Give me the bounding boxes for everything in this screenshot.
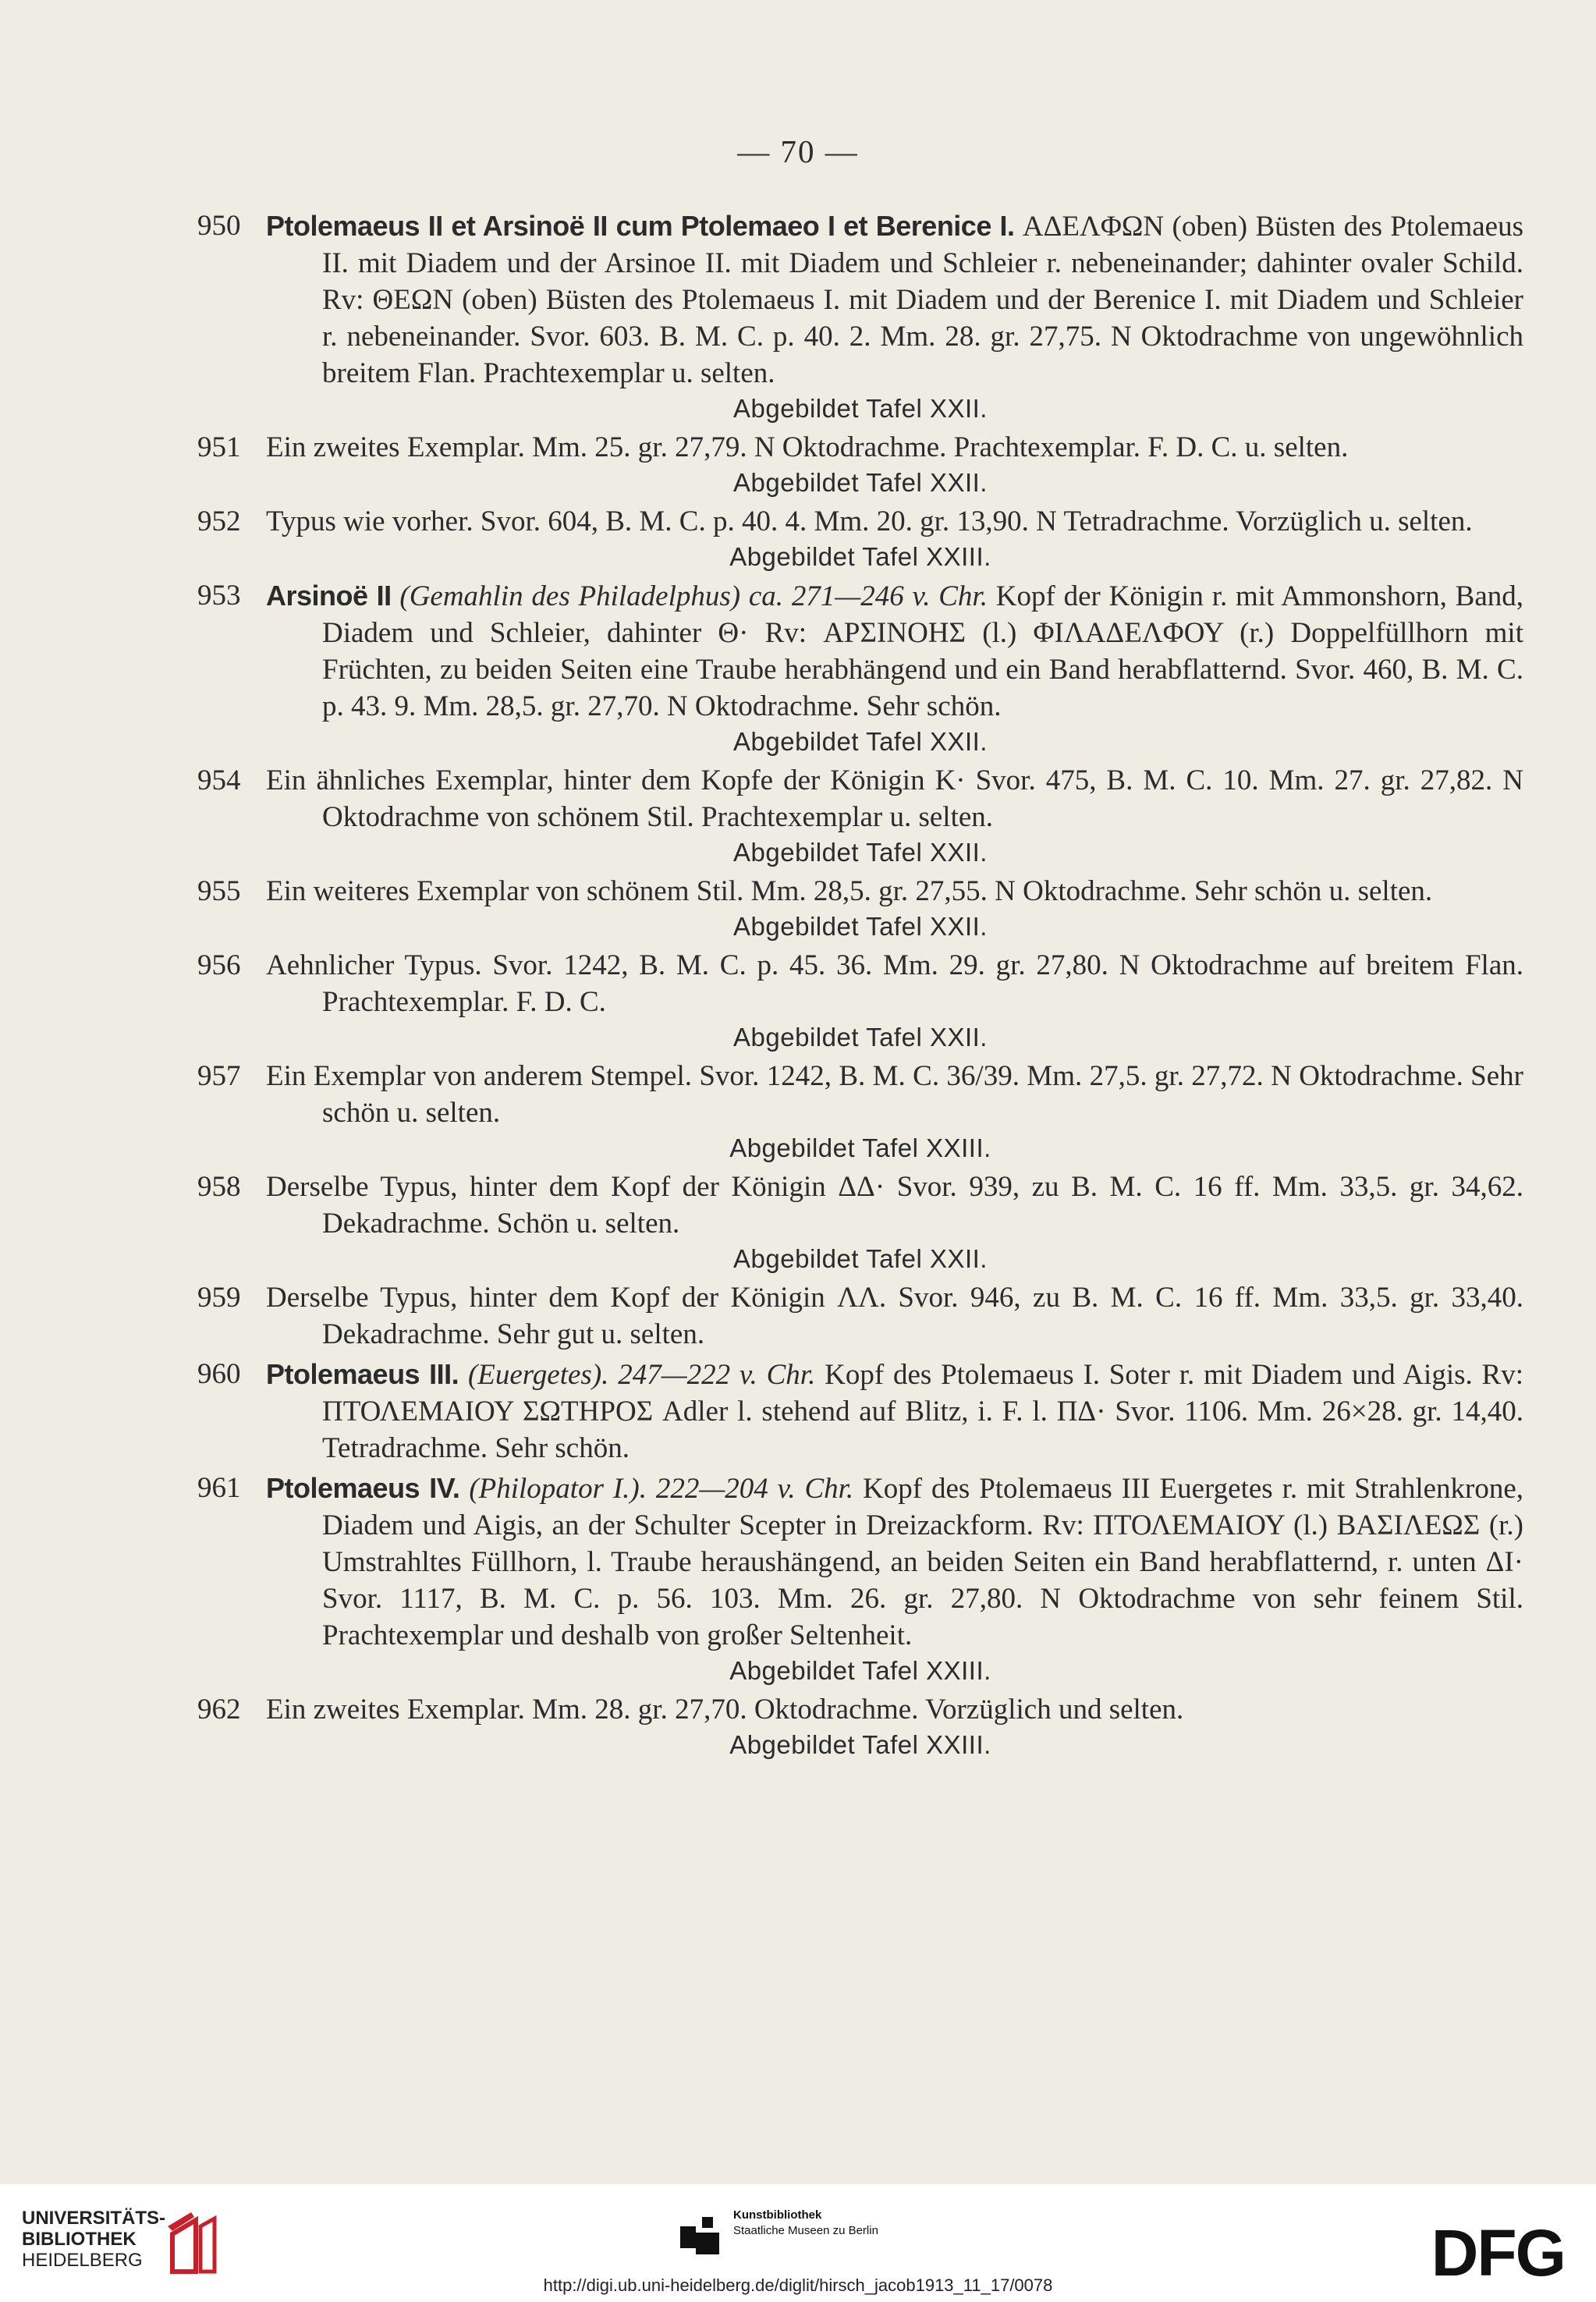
catalog-entry: [197, 207, 1523, 426]
entry-description: [266, 429, 1523, 466]
entry-text: Kopf des Ptolemaeus III Euergetes r. mit Strahlenkrone, Diadem und Aigis, an der Schulter Scepter in Dreizackform. Rv: ΠΤΟΛΕΜΑΙΟΥ (l.) ΒΑΣΙΛΕΩΣ (r.) Umstrahltes Füllhorn, l. Traube heraushängend, an beiden Seiten ein Band herabflatternd, r. unten ΔΙ· Svor. 1117, B. M. C. p. 56. 103. Mm. 26. gr. 27,80. N Oktodrachme von sehr feinem Stil. Prachtexemplar und deshalb von großer Seltenheit.: [322, 1473, 1524, 1651]
entry-subtitle: (Euergetes). 247—222 v. Chr.: [467, 1359, 816, 1391]
entry-description: [266, 207, 1523, 392]
entry-number: 957: [197, 1060, 241, 1092]
source-url[interactable]: http://digi.ub.uni-heidelberg.de/diglit/hirsch_jacob1913_11_17/0078: [543, 2275, 1053, 2295]
entry-text: Ein zweites Exemplar. Mm. 28. gr. 27,70. Oktodrachme. Vorzüglich und selten.: [266, 1694, 1184, 1726]
catalog-entry: [197, 503, 1523, 574]
staatliche-museen-label: Staatliche Museen zu Berlin: [733, 2224, 878, 2237]
catalog-entry: [197, 1470, 1523, 1688]
entry-subtitle: (Philopator I.). 222—204 v. Chr.: [469, 1473, 854, 1505]
catalog-entry: [197, 1058, 1523, 1165]
entry-number: 950: [197, 210, 241, 242]
plate-reference: Abgebildet Tafel XXII.: [733, 838, 988, 867]
entry-text: Ein ähnliches Exemplar, hinter dem Kopfe der Königin K· Svor. 475, B. M. C. 10. Mm. 27. gr. 27,82. N Oktodrachme von schönem Stil. Prachtexemplar u. selten.: [266, 764, 1523, 833]
entry-title: Arsinoë II: [266, 580, 392, 612]
entry-number: 959: [197, 1282, 241, 1314]
plate-reference: Abgebildet Tafel XXIII.: [729, 542, 991, 571]
plate-reference: Abgebildet Tafel XXIII.: [729, 1730, 991, 1759]
entry-text: Ein zweites Exemplar. Mm. 25. gr. 27,79. N Oktodrachme. Prachtexemplar. F. D. C. u. selten.: [266, 431, 1349, 463]
catalog-entry: [197, 1691, 1523, 1762]
entry-description: [266, 873, 1523, 910]
entry-description: [266, 947, 1523, 1020]
plate-reference: Abgebildet Tafel XXII.: [733, 912, 988, 941]
catalog-list: [197, 207, 1523, 1765]
entry-description: [266, 503, 1523, 540]
entry-description: [266, 1470, 1523, 1654]
catalog-entry: [197, 1356, 1523, 1467]
kunstbibliothek-label: Kunstbibliothek: [733, 2208, 822, 2222]
entry-text: Ein Exemplar von anderem Stempel. Svor. 1242, B. M. C. 36/39. Mm. 27,5. gr. 27,72. N Oktodrachme. Sehr schön u. selten.: [266, 1060, 1523, 1129]
entry-title: Ptolemaeus III.: [266, 1358, 459, 1390]
entry-title: Ptolemaeus IV.: [266, 1472, 460, 1504]
plate-reference: Abgebildet Tafel XXII.: [733, 394, 988, 423]
plate-reference: Abgebildet Tafel XXII.: [733, 1023, 988, 1052]
catalog-entry: [197, 947, 1523, 1055]
entry-number: 952: [197, 505, 241, 537]
catalog-entry: [197, 429, 1523, 500]
entry-title: Ptolemaeus II et Arsinoë II cum Ptolemaeo I et Berenice I.: [266, 210, 1015, 242]
ub-emblem-icon: [160, 2203, 222, 2281]
entry-description: [266, 762, 1523, 835]
ub-heidelberg-logo[interactable]: [22, 2208, 165, 2271]
kunstbibliothek-emblem-icon: [679, 2215, 722, 2259]
entry-number: 953: [197, 580, 241, 612]
entry-text: Derselbe Typus, hinter dem Kopf der Königin ΛΛ. Svor. 946, zu B. M. C. 16 ff. Mm. 33,5. gr. 33,40. Dekadrachme. Sehr gut u. selten.: [266, 1282, 1523, 1350]
plate-reference: Abgebildet Tafel XXIII.: [729, 1656, 991, 1685]
catalog-entry: [197, 1279, 1523, 1353]
entry-description: [266, 1169, 1523, 1242]
plate-reference: Abgebildet Tafel XXII.: [733, 468, 988, 497]
entry-text: Aehnlicher Typus. Svor. 1242, B. M. C. p. 45. 36. Mm. 29. gr. 27,80. N Oktodrachme auf breitem Flan. Prachtexemplar. F. D. C.: [266, 949, 1523, 1018]
ub-logo-line3: HEIDELBERG: [22, 2250, 143, 2271]
ub-logo-line1: UNIVERSITÄTS-: [22, 2208, 166, 2229]
entry-number: 951: [197, 431, 241, 463]
entry-text: Typus wie vorher. Svor. 604, B. M. C. p. 40. 4. Mm. 20. gr. 13,90. N Tetradrachme. Vorzüglich u. selten.: [266, 505, 1473, 537]
entry-description: [266, 577, 1523, 725]
entry-number: 955: [197, 875, 241, 907]
entry-text: Kopf der Königin r. mit Ammonshorn, Band, Diadem und Schleier, dahinter Θ· Rv: ΑΡΣΙΝΟΗΣ (l.) ΦΙΛΑΔΕΛΦΟΥ (r.) Doppelfüllhorn mit Früchten, zu beiden Seiten eine Traube herabhängend und ein Band herabflatternd. Svor. 460, B. M. C. p. 43. 9. Mm. 28,5. gr. 27,70. N Oktodrachme. Sehr schön.: [322, 580, 1524, 722]
entry-description: [266, 1279, 1523, 1353]
catalog-entry: [197, 762, 1523, 870]
entry-text: ΑΔΕΛΦΩΝ (oben) Büsten des Ptolemaeus II. mit Diadem und der Arsinoe II. mit Diadem und Schleier r. nebeneinander; dahinter ovaler Schild. Rv: ΘΕΩΝ (oben) Büsten des Ptolemaeus I. mit Diadem und der Berenice I. mit Diadem und Schleier r. nebeneinander. Svor. 603. B. M. C. p. 40. 2. Mm. 28. gr. 27,75. N Oktodrachme von ungewöhnlich breitem Flan. Prachtexemplar u. selten.: [322, 211, 1523, 389]
plate-reference: Abgebildet Tafel XXII.: [733, 1244, 988, 1273]
ub-logo-line2: BIBLIOTHEK: [22, 2229, 137, 2250]
entry-number: 962: [197, 1694, 241, 1726]
entry-number: 960: [197, 1358, 241, 1390]
footer-bar: [0, 2184, 1596, 2302]
entry-text: Kopf des Ptolemaeus I. Soter r. mit Diadem und Aigis. Rv: ΠΤΟΛΕΜΑΙΟΥ ΣΩΤΗΡΟΣ Adler l. stehend auf Blitz, i. F. l. ΠΔ· Svor. 1106. Mm. 26×28. gr. 14,40. Tetradrachme. Sehr schön.: [322, 1359, 1523, 1464]
catalog-entry: [197, 1169, 1523, 1276]
entry-text: Derselbe Typus, hinter dem Kopf der Königin ΔΔ· Svor. 939, zu B. M. C. 16 ff. Mm. 33,5. gr. 34,62. Dekadrachme. Schön u. selten.: [266, 1171, 1523, 1240]
entry-description: [266, 1356, 1523, 1467]
entry-number: 956: [197, 949, 241, 981]
entry-description: [266, 1691, 1523, 1728]
dfg-logo[interactable]: DFG: [1431, 2216, 1565, 2290]
entry-number: 961: [197, 1472, 241, 1504]
entry-number: 958: [197, 1171, 241, 1203]
catalog-entry: [197, 577, 1523, 759]
plate-reference: Abgebildet Tafel XXIII.: [729, 1133, 991, 1162]
entry-text: Ein weiteres Exemplar von schönem Stil. Mm. 28,5. gr. 27,55. N Oktodrachme. Sehr schön u. selten.: [266, 875, 1433, 907]
page-number: — 70 —: [737, 133, 859, 169]
entry-number: 954: [197, 764, 241, 796]
catalog-entry: [197, 873, 1523, 944]
entry-subtitle: (Gemahlin des Philadelphus) ca. 271—246 v. Chr.: [399, 580, 988, 612]
plate-reference: Abgebildet Tafel XXII.: [733, 727, 988, 756]
entry-description: [266, 1058, 1523, 1131]
